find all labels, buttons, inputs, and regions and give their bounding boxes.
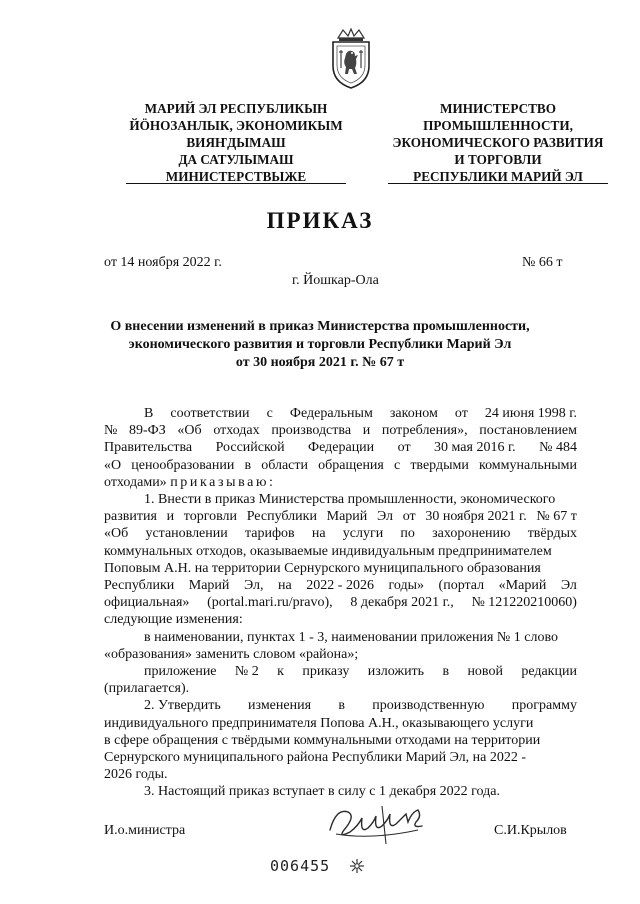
signer-name: С.И.Крылов <box>494 823 567 838</box>
document-title: ПРИКАЗ <box>266 208 374 233</box>
body-line <box>104 474 577 491</box>
body-word: ценообразовании <box>131 457 235 473</box>
body-line: коммунальных отходов, оказываемые индивидуальным предпринимателем <box>104 543 552 559</box>
body-word: 30 мая 2016 г. <box>434 440 516 456</box>
body-line: Сернурского муниципального района Республики Марий Эл, на 2022 - <box>104 750 527 766</box>
serial-number: 006455 <box>270 857 331 875</box>
body-word: Эл <box>376 509 394 525</box>
body-word: изложить <box>367 664 425 680</box>
body-word: № 67 т <box>536 509 577 525</box>
document-number: № 66 т <box>522 255 563 270</box>
document-city: г. Йошкар-Ола <box>292 273 379 288</box>
header-right-line: И ТОРГОВЛИ <box>454 152 542 167</box>
subject-line: О внесении изменений в приказ Министерства промышленности, <box>110 319 530 334</box>
body-word: к <box>277 664 284 680</box>
body-word: (portal.mari.ru/pravo), <box>207 595 333 611</box>
body-line <box>104 422 577 439</box>
body-word: торговли <box>183 509 238 525</box>
body-word: Марий <box>188 578 230 594</box>
body-word: и <box>362 423 371 439</box>
body-word: Эл <box>560 578 577 594</box>
document-date: от 14 ноября 2022 г. <box>104 255 222 270</box>
body-word: услуги <box>342 526 384 542</box>
body-word: производственную <box>372 698 485 714</box>
subject-line: от 30 ноября 2021 г. № 67 т <box>235 355 405 370</box>
body-line: 1. Внести в приказ Министерства промышленности, экономического <box>144 492 556 508</box>
body-text: отходами» <box>104 474 167 490</box>
asterisk-mark-icon <box>348 857 366 875</box>
body-line <box>104 457 577 474</box>
body-word: и <box>166 509 175 525</box>
body-line <box>104 577 577 594</box>
body-line <box>104 663 577 680</box>
body-word: производства <box>271 423 352 439</box>
body-word: официальная» <box>104 595 190 611</box>
body-line: 2026 годы. <box>104 767 168 783</box>
body-word: потребления», <box>381 423 468 439</box>
body-line <box>104 439 577 456</box>
body-word: от <box>397 440 411 456</box>
body-word: твёрдых <box>527 526 577 542</box>
body-word: твердыми <box>410 457 469 473</box>
body-word: изменения <box>248 698 312 714</box>
document-subject <box>100 318 540 372</box>
header-left-line: МАРИЙ ЭЛ РЕСПУБЛИКЫН <box>144 101 328 116</box>
body-line <box>104 594 577 611</box>
body-word: «Об <box>177 423 202 439</box>
body-word: 8 декабря 2021 г., <box>350 595 454 611</box>
body-word: соответствии <box>170 406 250 421</box>
subject-line: экономического развития и торговли Республики Марий Эл <box>128 337 512 352</box>
body-word: от <box>402 509 416 525</box>
body-word: № 484 <box>539 440 577 456</box>
body-word: развития <box>104 509 157 525</box>
body-word: коммунальными <box>478 457 577 473</box>
coat-of-arms-icon <box>328 28 374 90</box>
header-left <box>96 100 376 185</box>
body-word: области <box>261 457 308 473</box>
body-word: постановлением <box>479 423 577 439</box>
body-word: в <box>338 698 345 714</box>
body-word: приложение <box>144 664 217 680</box>
body-line: индивидуального предпринимателя Попова А.Н., оказывающего услуги <box>104 715 534 731</box>
body-word: Республики <box>246 509 317 525</box>
body-line: в сфере обращения с твёрдыми коммунальными отходами на территории <box>104 732 541 748</box>
header-right-line: РЕСПУБЛИКИ МАРИЙ ЭЛ <box>413 169 583 184</box>
body-line <box>104 525 577 542</box>
body-word: Марий <box>326 509 368 525</box>
body-word: от <box>454 406 468 421</box>
signer-title: И.о.министра <box>104 823 186 838</box>
body-word: новой <box>467 664 503 680</box>
body-word: в <box>442 664 450 680</box>
body-word: тарифов <box>244 526 295 542</box>
body-line: «образования» заменить словом «района»; <box>104 646 359 662</box>
body-line: (прилагается). <box>104 681 190 697</box>
body-line <box>104 405 577 422</box>
body-word: № 2 <box>234 664 259 680</box>
header-left-rule <box>126 183 346 184</box>
body-word: с <box>393 457 401 473</box>
body-word: на <box>311 526 326 542</box>
body-word: В <box>144 406 154 421</box>
body-line: 3. Настоящий приказ вступает в силу с 1 декабря 2022 года. <box>144 784 500 800</box>
body-word: Федеральным <box>289 406 373 421</box>
header-left-line: МИНИСТЕРСТВЫЖЕ <box>165 169 307 184</box>
body-text-spaced: приказываю: <box>170 474 276 490</box>
body-word: установлении <box>145 526 228 542</box>
body-line <box>104 508 577 525</box>
body-line: в наименовании, пунктах 1 - 3, наименовании приложения № 1 слово <box>144 629 558 645</box>
body-word: № <box>104 423 118 439</box>
header-right-line: ЭКОНОМИЧЕСКОГО РАЗВИТИЯ <box>392 135 604 150</box>
header-right-rule <box>388 183 608 184</box>
body-word: 24 июня 1998 г. <box>484 406 577 421</box>
body-word: 89-ФЗ <box>129 423 166 439</box>
header-left-line: ДА САТУЛЫМАШ <box>178 152 294 167</box>
body-word: Российской <box>215 440 285 456</box>
body-word: законом <box>389 406 438 421</box>
body-line: Поповым А.Н. на территории Сернурского муниципального образования <box>104 560 541 576</box>
body-word: Эл, <box>243 578 264 594</box>
body-line: следующие изменения: <box>104 612 243 628</box>
body-word: «Марий <box>498 578 547 594</box>
header-right-line: ПРОМЫШЛЕННОСТИ, <box>423 118 573 133</box>
body-word: отходах <box>213 423 260 439</box>
body-word: № 121220210060) <box>471 595 577 611</box>
body-word: захоронению <box>432 526 511 542</box>
body-word: с <box>266 406 273 421</box>
header-left-line: ЙӦНОЗАНЛЫК, ЭКОНОМИКЫМ <box>129 118 343 133</box>
body-word: 2022 - 2026 <box>306 578 374 594</box>
handwritten-signature-icon <box>322 800 442 848</box>
body-word: Республики <box>104 578 175 594</box>
header-left-line: ВИЯҤДЫМАШ <box>186 135 286 150</box>
body-word: приказу <box>302 664 350 680</box>
body-word: Федерации <box>308 440 375 456</box>
body-word: обращения <box>318 457 384 473</box>
body-word: 30 ноября 2021 г. <box>425 509 527 525</box>
body-line <box>104 697 577 714</box>
body-word: 2. Утвердить <box>144 698 221 714</box>
body-word: Правительства <box>104 440 193 456</box>
body-word: «Об <box>104 526 129 542</box>
body-word: редакции <box>521 664 577 680</box>
body-word: на <box>278 578 292 594</box>
document-body <box>104 405 577 801</box>
body-word: программу <box>511 698 577 714</box>
body-word: по <box>400 526 415 542</box>
body-word: «О <box>104 457 122 473</box>
body-word: годы» <box>388 578 425 594</box>
header-right-line: МИНИСТЕРСТВО <box>440 101 556 116</box>
header-right <box>358 100 638 185</box>
body-word: (портал <box>438 578 485 594</box>
body-word: в <box>244 457 252 473</box>
